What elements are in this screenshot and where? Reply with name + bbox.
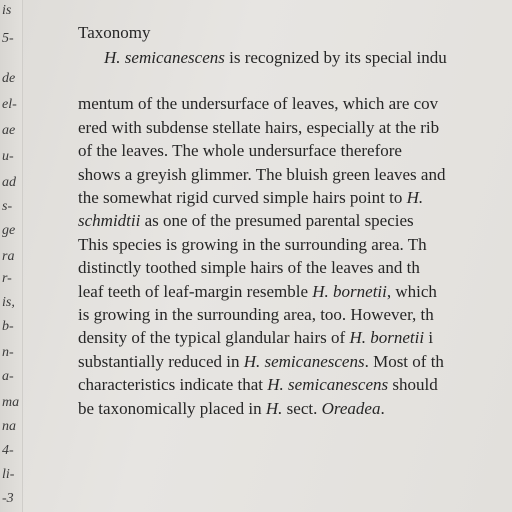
line-text: i <box>424 328 434 348</box>
margin-fragment: el- <box>2 97 17 112</box>
line-text: be taxonomically placed in <box>78 398 266 418</box>
italic-text: H. <box>406 188 424 208</box>
margin-fragment: ra <box>2 249 15 264</box>
text-line <box>78 163 512 186</box>
species-name: H. semicanescens <box>104 48 225 67</box>
line-text: distinctly toothed simple hairs of the leaves and th <box>78 258 420 278</box>
first-line <box>78 46 512 69</box>
margin-fragment: is <box>2 3 12 18</box>
margin-fragment: -3 <box>2 491 14 506</box>
text-line <box>78 373 512 396</box>
section-heading: Taxonomy <box>78 23 151 42</box>
line-text: mentum of the undersurface of leaves, which are cov <box>78 94 439 114</box>
margin-fragment: b- <box>2 319 14 334</box>
margin-fragment: ma <box>2 395 20 410</box>
text-line <box>78 350 512 373</box>
line-text: shows a greyish glimmer. The bluish green leaves and <box>78 164 446 184</box>
line-text: . <box>380 398 385 418</box>
paragraph-gap <box>78 69 512 92</box>
italic-text: H. semicanescens <box>267 375 389 395</box>
text-line <box>78 233 512 256</box>
text-line <box>78 280 512 303</box>
line-text: density of the typical glandular hairs of <box>78 328 350 348</box>
text-line <box>78 116 512 139</box>
text-line <box>78 92 512 115</box>
margin-fragment: is, <box>2 295 15 310</box>
line-text: sect. <box>282 398 322 418</box>
line-text: leaf teeth of leaf-margin resemble <box>78 281 313 301</box>
line-text: is growing in the surrounding area, too. However, th <box>78 305 434 325</box>
line-text: the somewhat rigid curved simple hairs point to <box>78 188 407 208</box>
margin-fragment: ae <box>2 123 16 138</box>
margin-fragment: 4- <box>2 443 14 458</box>
margin-fragment: ge <box>2 223 16 238</box>
italic-text: H. semicanescens <box>243 351 365 371</box>
line-text: as one of the presumed parental species <box>140 211 414 231</box>
paragraph-body <box>78 92 512 420</box>
line-text: of the leaves. The whole undersurface therefore <box>78 141 402 161</box>
margin-fragment: na <box>2 419 16 434</box>
line-text: , which <box>386 281 437 301</box>
margin-fragment: r- <box>2 271 12 286</box>
italic-text: Oreadea <box>321 398 381 418</box>
text-line <box>78 209 512 232</box>
text-line <box>78 397 512 420</box>
italic-text: H. bornetii <box>349 328 425 348</box>
text-line <box>78 303 512 326</box>
taxonomy-section <box>78 20 512 420</box>
line-text: This species is growing in the surrounding area. Th <box>78 234 427 254</box>
line-text: substantially reduced in <box>78 351 244 371</box>
line-text: . Most of th <box>364 351 444 371</box>
margin-fragment: ad <box>2 175 16 190</box>
line-text: should <box>388 375 438 395</box>
margin-fragment: de <box>2 71 16 86</box>
first-line-text: is recognized by its special indu <box>224 48 447 67</box>
text-line <box>78 256 512 279</box>
italic-text: schmidtii <box>78 211 141 231</box>
margin-fragment: 5- <box>2 31 14 46</box>
margin-fragment: li- <box>2 467 15 482</box>
text-line <box>78 326 512 349</box>
margin-fragment: a- <box>2 369 14 384</box>
line-text: ered with subdense stellate hairs, especially at the rib <box>78 117 440 137</box>
margin-fragment: n- <box>2 345 14 360</box>
text-line <box>78 139 512 162</box>
italic-text: H. <box>265 398 283 418</box>
text-line <box>78 186 512 209</box>
line-text: characteristics indicate that <box>78 375 268 395</box>
margin-fragment: s- <box>2 199 13 214</box>
margin-fragment: u- <box>2 149 14 164</box>
previous-page-margin <box>0 0 23 512</box>
italic-text: H. bornetii <box>312 281 387 301</box>
